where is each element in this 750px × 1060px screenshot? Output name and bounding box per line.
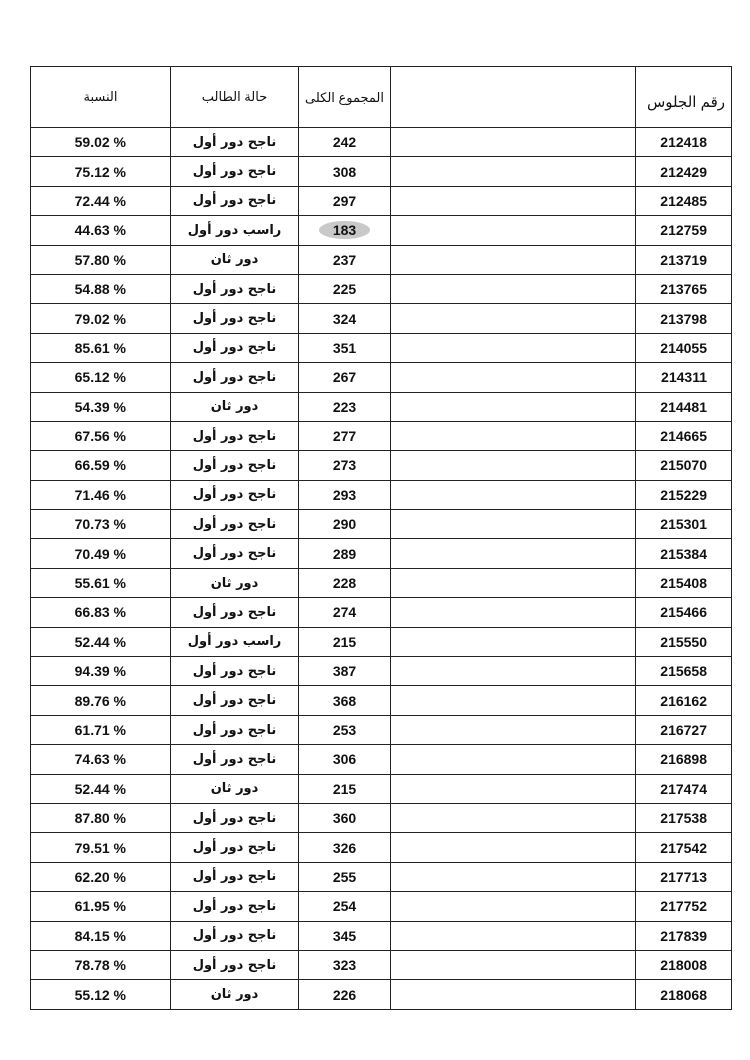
percentage-cell: 61.71 % [31,715,171,744]
status-cell: دور ثان [171,392,299,421]
percentage-cell: 89.76 % [31,686,171,715]
total-value: 254 [332,898,357,915]
highlighted-total: 183 [319,221,370,239]
table-row [31,598,732,627]
blank-cell [391,657,636,686]
status-cell: ناجح دور أول [171,304,299,333]
table-row [31,392,732,421]
blank-cell [391,333,636,362]
total-value: 223 [332,398,357,415]
total-cell [299,774,391,803]
total-cell [299,862,391,891]
total-value: 273 [332,457,357,474]
blank-cell [391,539,636,568]
blank-cell [391,451,636,480]
percentage-cell: 57.80 % [31,245,171,274]
total-value: 323 [332,957,357,974]
seat-number-cell: 215301 [636,510,732,539]
seat-number-cell: 215658 [636,657,732,686]
table-row [31,862,732,891]
total-cell [299,363,391,392]
seat-number-cell: 212418 [636,128,732,157]
status-cell: ناجح دور أول [171,451,299,480]
total-value: 297 [332,192,357,209]
total-cell [299,803,391,832]
blank-cell [391,686,636,715]
total-value: 368 [332,692,357,709]
seat-number-cell: 217752 [636,892,732,921]
total-cell [299,657,391,686]
table-row [31,627,732,656]
total-value: 253 [332,722,357,738]
table-row [31,803,732,832]
status-cell: ناجح دور أول [171,539,299,568]
total-value: 324 [332,310,357,327]
total-value: 290 [332,516,357,533]
seat-number-cell: 214481 [636,392,732,421]
table-body [31,128,732,1010]
table-row [31,216,732,245]
seat-number-cell: 218008 [636,950,732,979]
total-value: 267 [332,369,357,386]
blank-cell [391,510,636,539]
table-row [31,686,732,715]
seat-number-cell: 217474 [636,774,732,803]
seat-number-cell: 213798 [636,304,732,333]
blank-cell [391,392,636,421]
percentage-cell: 67.56 % [31,421,171,450]
status-cell: ناجح دور أول [171,686,299,715]
table-row [31,333,732,362]
percentage-cell: 62.20 % [31,862,171,891]
blank-cell [391,480,636,509]
header-total: المجموع الكلى [299,67,391,128]
status-cell: راسب دور أول [171,627,299,656]
total-cell [299,921,391,950]
percentage-cell: 85.61 % [31,333,171,362]
percentage-cell: 87.80 % [31,803,171,832]
total-cell [299,833,391,862]
blank-cell [391,715,636,744]
seat-number-cell: 217538 [636,803,732,832]
total-cell [299,715,391,744]
blank-cell [391,245,636,274]
percentage-cell: 54.39 % [31,392,171,421]
percentage-cell: 71.46 % [31,480,171,509]
seat-number-cell: 217839 [636,921,732,950]
total-value: 308 [332,163,357,180]
total-cell [299,480,391,509]
table-row [31,774,732,803]
percentage-cell: 79.51 % [31,833,171,862]
seat-number-cell: 216162 [636,686,732,715]
total-value: 226 [332,986,357,1003]
seat-number-cell: 215466 [636,598,732,627]
seat-number-cell: 213719 [636,245,732,274]
blank-cell [391,598,636,627]
status-cell: ناجح دور أول [171,950,299,979]
total-cell [299,539,391,568]
total-cell [299,186,391,215]
table-row [31,539,732,568]
total-value: 351 [332,339,357,356]
total-value: 306 [332,751,357,768]
seat-number-cell: 217542 [636,833,732,862]
total-cell [299,274,391,303]
percentage-cell: 44.63 % [31,216,171,245]
percentage-cell: 52.44 % [31,627,171,656]
seat-number-cell: 215229 [636,480,732,509]
table-row [31,363,732,392]
total-cell [299,568,391,597]
total-cell [299,333,391,362]
total-value: 228 [332,575,357,592]
blank-cell [391,774,636,803]
blank-cell [391,980,636,1009]
blank-cell [391,862,636,891]
total-cell [299,392,391,421]
table-row [31,657,732,686]
total-cell [299,686,391,715]
seat-number-cell: 215550 [636,627,732,656]
percentage-cell: 70.49 % [31,539,171,568]
status-cell: ناجح دور أول [171,333,299,362]
percentage-cell: 66.83 % [31,598,171,627]
blank-cell [391,128,636,157]
header-blank [391,67,636,128]
status-cell: ناجح دور أول [171,480,299,509]
status-cell: ناجح دور أول [171,598,299,627]
percentage-cell: 79.02 % [31,304,171,333]
table-row [31,715,732,744]
percentage-cell: 75.12 % [31,157,171,186]
blank-cell [391,304,636,333]
table-row [31,745,732,774]
status-cell: ناجح دور أول [171,510,299,539]
percentage-cell: 78.78 % [31,950,171,979]
status-cell: دور ثان [171,774,299,803]
seat-number-cell: 215384 [636,539,732,568]
percentage-cell: 59.02 % [31,128,171,157]
total-cell [299,451,391,480]
total-value: 293 [332,486,357,503]
status-cell: ناجح دور أول [171,421,299,450]
total-cell [299,627,391,656]
total-value: 360 [332,810,357,827]
blank-cell [391,363,636,392]
seat-number-cell: 213765 [636,274,732,303]
status-cell: ناجح دور أول [171,186,299,215]
total-value: 242 [332,134,357,151]
total-value: 237 [332,251,357,268]
table-row [31,510,732,539]
percentage-cell: 84.15 % [31,921,171,950]
seat-number-cell: 216898 [636,745,732,774]
table-row [31,421,732,450]
percentage-cell: 55.61 % [31,568,171,597]
status-cell: ناجح دور أول [171,745,299,774]
blank-cell [391,216,636,245]
status-cell: دور ثان [171,568,299,597]
table-row [31,274,732,303]
table-row [31,921,732,950]
total-cell [299,510,391,539]
blank-cell [391,892,636,921]
status-cell: ناجح دور أول [171,862,299,891]
seat-number-cell: 212759 [636,216,732,245]
seat-number-cell: 214311 [636,363,732,392]
table-row [31,480,732,509]
status-cell: ناجح دور أول [171,803,299,832]
table-row [31,950,732,979]
total-value: 274 [332,604,357,621]
percentage-cell: 52.44 % [31,774,171,803]
total-value: 387 [332,663,357,680]
percentage-cell: 66.59 % [31,451,171,480]
total-value: 326 [332,839,357,856]
status-cell: دور ثان [171,245,299,274]
total-cell [299,598,391,627]
status-cell: ناجح دور أول [171,363,299,392]
blank-cell [391,921,636,950]
seat-number-cell: 214665 [636,421,732,450]
percentage-cell: 54.88 % [31,274,171,303]
seat-number-cell: 218068 [636,980,732,1009]
total-value: 345 [332,927,357,944]
percentage-cell: 72.44 % [31,186,171,215]
table-row [31,157,732,186]
percentage-cell: 74.63 % [31,745,171,774]
status-cell: ناجح دور أول [171,157,299,186]
blank-cell [391,568,636,597]
total-value: 215 [332,780,357,797]
seat-number-cell: 212485 [636,186,732,215]
blank-cell [391,186,636,215]
table-row [31,128,732,157]
table-row [31,980,732,1009]
status-cell: ناجح دور أول [171,921,299,950]
total-cell [299,157,391,186]
total-cell [299,245,391,274]
total-cell [299,950,391,979]
header-row [31,67,732,128]
status-cell: ناجح دور أول [171,715,299,744]
total-cell [299,216,391,245]
table-row [31,451,732,480]
blank-cell [391,421,636,450]
status-cell: ناجح دور أول [171,128,299,157]
seat-number-cell: 215070 [636,451,732,480]
status-cell: ناجح دور أول [171,892,299,921]
blank-cell [391,274,636,303]
blank-cell [391,803,636,832]
total-value: 255 [332,868,357,885]
blank-cell [391,627,636,656]
seat-number-cell: 216727 [636,715,732,744]
total-cell [299,128,391,157]
seat-number-cell: 214055 [636,333,732,362]
blank-cell [391,745,636,774]
status-cell: ناجح دور أول [171,833,299,862]
status-cell: دور ثان [171,980,299,1009]
status-cell: ناجح دور أول [171,657,299,686]
table-row [31,892,732,921]
total-cell [299,304,391,333]
seat-number-cell: 212429 [636,157,732,186]
header-status: حالة الطالب [171,67,299,128]
results-table [30,66,732,1010]
percentage-cell: 61.95 % [31,892,171,921]
percentage-cell: 70.73 % [31,510,171,539]
header-percentage: النسبة [31,67,171,128]
table-row [31,304,732,333]
table-row [31,568,732,597]
blank-cell [391,157,636,186]
blank-cell [391,950,636,979]
table-row [31,833,732,862]
percentage-cell: 55.12 % [31,980,171,1009]
total-value: 225 [332,281,357,298]
total-value: 215 [332,633,357,650]
seat-number-cell: 217713 [636,862,732,891]
total-cell [299,980,391,1009]
total-cell [299,892,391,921]
seat-number-cell: 215408 [636,568,732,597]
total-value: 289 [332,545,357,562]
total-value: 277 [332,428,357,445]
header-seat-number: رقم الجلوس [636,67,732,128]
status-cell: ناجح دور أول [171,274,299,303]
status-cell: راسب دور أول [171,216,299,245]
percentage-cell: 65.12 % [31,363,171,392]
total-cell [299,421,391,450]
table-row [31,245,732,274]
total-cell [299,745,391,774]
blank-cell [391,833,636,862]
percentage-cell: 94.39 % [31,657,171,686]
table-row [31,186,732,215]
